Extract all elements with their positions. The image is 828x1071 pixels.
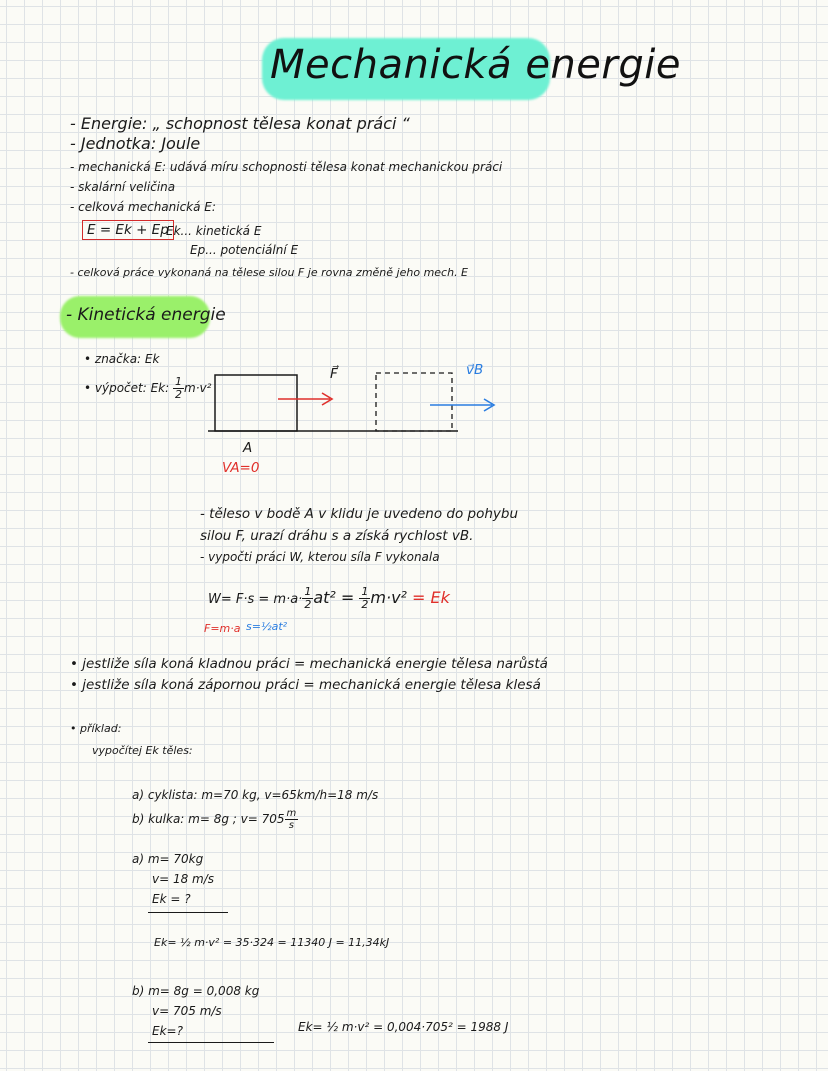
solution-b-velocity: v= 705 m/s — [152, 1004, 222, 1018]
solution-a-underline — [148, 912, 228, 913]
intro-scalar: - skalární veličina — [70, 180, 176, 194]
derivation-frac2-den: 2 — [361, 598, 369, 611]
solution-b-calculation: Ek= ½ m·v² = 0,004·705² = 1988 J — [298, 1020, 509, 1034]
explanation-line-2: silou F, urazí dráhu s a získá rychlost vB. — [200, 528, 474, 544]
solution-a-mass: a) m= 70kg — [132, 852, 204, 866]
derivation-frac2-num: 1 — [361, 585, 369, 598]
conclusion-negative-work: • jestliže síla koná zápornou práci = mechanická energie tělesa klesá — [70, 677, 541, 693]
body-at-a — [215, 375, 297, 431]
explanation-line-1: - těleso v bodě A v klidu je uvedeno do pohybu — [200, 506, 519, 522]
solution-a-calculation: Ek= ½ m·v² = 35·324 = 11340 J = 11,34kJ — [154, 936, 390, 949]
example-b-statement — [132, 808, 298, 831]
intro-work-energy-theorem: - celková práce vykonaná na tělese silou F je rovna změně jeho mech. E — [70, 266, 469, 279]
example-b-unit-num: m — [286, 808, 297, 819]
velocity-b-label: v⃗B — [466, 362, 484, 378]
solution-b-underline — [148, 1042, 274, 1043]
solution-b-mass: b) m= 8g = 0,008 kg — [132, 984, 260, 998]
explanation-line-3: - vypočti práci W, kterou síla F vykonala — [200, 550, 440, 564]
solution-a-unknown: Ek = ? — [152, 892, 191, 906]
derivation-frac1-num: 1 — [304, 585, 312, 598]
derivation-frac1-den: 2 — [304, 598, 312, 611]
derivation-main: W= F·s = m·a· — [208, 592, 303, 607]
body-at-b — [376, 373, 452, 431]
potential-energy-definition: Ep... potenciální E — [190, 243, 299, 257]
example-task: vypočítej Ek těles: — [92, 744, 193, 757]
intro-unit: - Jednotka: Joule — [70, 134, 201, 153]
solution-a-velocity: v= 18 m/s — [152, 872, 215, 886]
intro-mechanical-energy: - mechanická E: udává míru schopnosti tělesa konat mechanickou práci — [70, 160, 503, 174]
point-a-label: A — [243, 440, 253, 456]
distance-note: s=½at² — [246, 620, 288, 633]
kinetic-formula-prefix: • výpočet: Ek: — [84, 381, 173, 395]
kinetic-formula-suffix: m·v² — [184, 381, 212, 395]
example-b-prefix: b) kulka: m= 8g ; v= 705 — [132, 812, 285, 826]
derivation-result: = Ek — [406, 588, 450, 607]
kinetic-energy-definition: Ek... kinetická E — [166, 224, 262, 238]
total-energy-formula: E = Ek + Ep — [82, 220, 174, 240]
kinetic-energy-heading: - Kinetická energie — [66, 305, 226, 325]
derivation-mid: at² = — [313, 588, 360, 607]
force-label: F⃗ — [330, 366, 338, 382]
derivation-tail: m·v² — [370, 588, 407, 607]
solution-b-unknown: Ek=? — [152, 1024, 183, 1038]
intro-total-energy: - celková mechanická E: — [70, 200, 216, 214]
example-heading: • příklad: — [70, 722, 122, 735]
conclusion-positive-work: • jestliže síla koná kladnou práci = mechanická energie tělesa narůstá — [70, 656, 548, 672]
example-b-unit-den: s — [288, 820, 295, 831]
force-note: F=m·a — [204, 622, 241, 635]
velocity-a-label: VA=0 — [222, 460, 260, 476]
work-derivation — [208, 586, 450, 611]
example-a-statement: a) cyklista: m=70 kg, v=65km/h=18 m/s — [132, 788, 379, 802]
kinetic-fraction-numerator: 1 — [175, 375, 182, 388]
intro-energy-definition: - Energie: „ schopnost tělesa konat práci “ — [70, 114, 410, 133]
kinetic-fraction-denominator: 2 — [175, 388, 182, 401]
kinetic-formula — [84, 376, 211, 401]
kinetic-symbol: • značka: Ek — [84, 352, 160, 366]
page-title: Mechanická energie — [270, 42, 681, 88]
